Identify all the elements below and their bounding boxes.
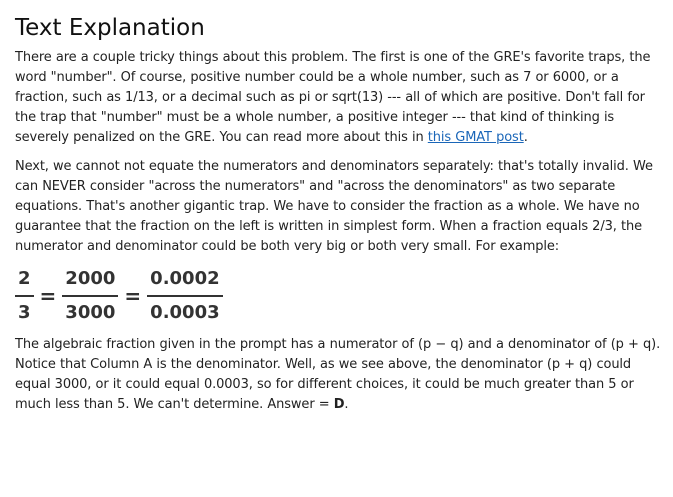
equals-sign: =	[124, 284, 142, 308]
fraction-numerator: 0.0002	[150, 268, 220, 289]
page-title: Text Explanation	[15, 15, 205, 41]
fraction-small	[147, 268, 222, 324]
equals-sign: =	[39, 284, 57, 308]
fraction-large	[62, 268, 118, 324]
paragraph-conclusion	[15, 335, 665, 415]
fraction-denominator: 3000	[65, 302, 116, 323]
fraction-bar	[147, 295, 222, 297]
fraction-numerator: 2	[18, 268, 31, 289]
gmat-post-link[interactable]: this GMAT post	[427, 130, 524, 145]
paragraph-conclusion-text: The algebraic fraction given in the prompt has a numerator of (p − q) and a denominator of (p + q). Notice that Column A is the denominator. Well, as we see above, the denominator (p + q) could equal 3000, or it could equal 0.0003, so for different choices, it could be much greater than 5 or much less than 5. We can't determine. Answer =	[15, 337, 661, 412]
explanation-content	[15, 14, 665, 424]
fraction-numerator: 2000	[65, 268, 116, 289]
paragraph-intro-end: .	[523, 130, 528, 145]
paragraph-intro-text: There are a couple tricky things about this problem. The first is one of the GRE's favorite traps, the word "number". Of course, positive number could be a whole number, such as 7 or 6000, or a fraction, such as 1/13, or a decimal such as pi or sqrt(13) --- all of which are positive. Don't fall for the trap that "number" must be a whole number, a positive integer --- that kind of thinking is severely penalized on the GRE. You can read more about this in	[15, 50, 651, 145]
fraction-denominator: 3	[18, 302, 31, 323]
fraction-bar	[15, 295, 34, 297]
paragraph-intro	[15, 48, 665, 148]
fraction-bar	[62, 295, 118, 297]
paragraph-conclusion-end: .	[344, 397, 349, 412]
paragraph-fractions: Next, we cannot not equate the numerators and denominators separately: that's totally invalid. We can NEVER consider "across the numerators" and "across the denominators" as two separate equations. That's another gigantic trap. We have to consider the fraction as a whole. We have no guarantee that the fraction on the left is written in simplest form. When a fraction equals 2/3, the numerator and denominator could be both very big or both very small. For example:	[15, 159, 653, 254]
fraction-equation	[15, 266, 665, 326]
answer-letter: D	[333, 397, 345, 412]
fraction-two-thirds	[15, 268, 34, 324]
fraction-denominator: 0.0003	[150, 302, 220, 323]
